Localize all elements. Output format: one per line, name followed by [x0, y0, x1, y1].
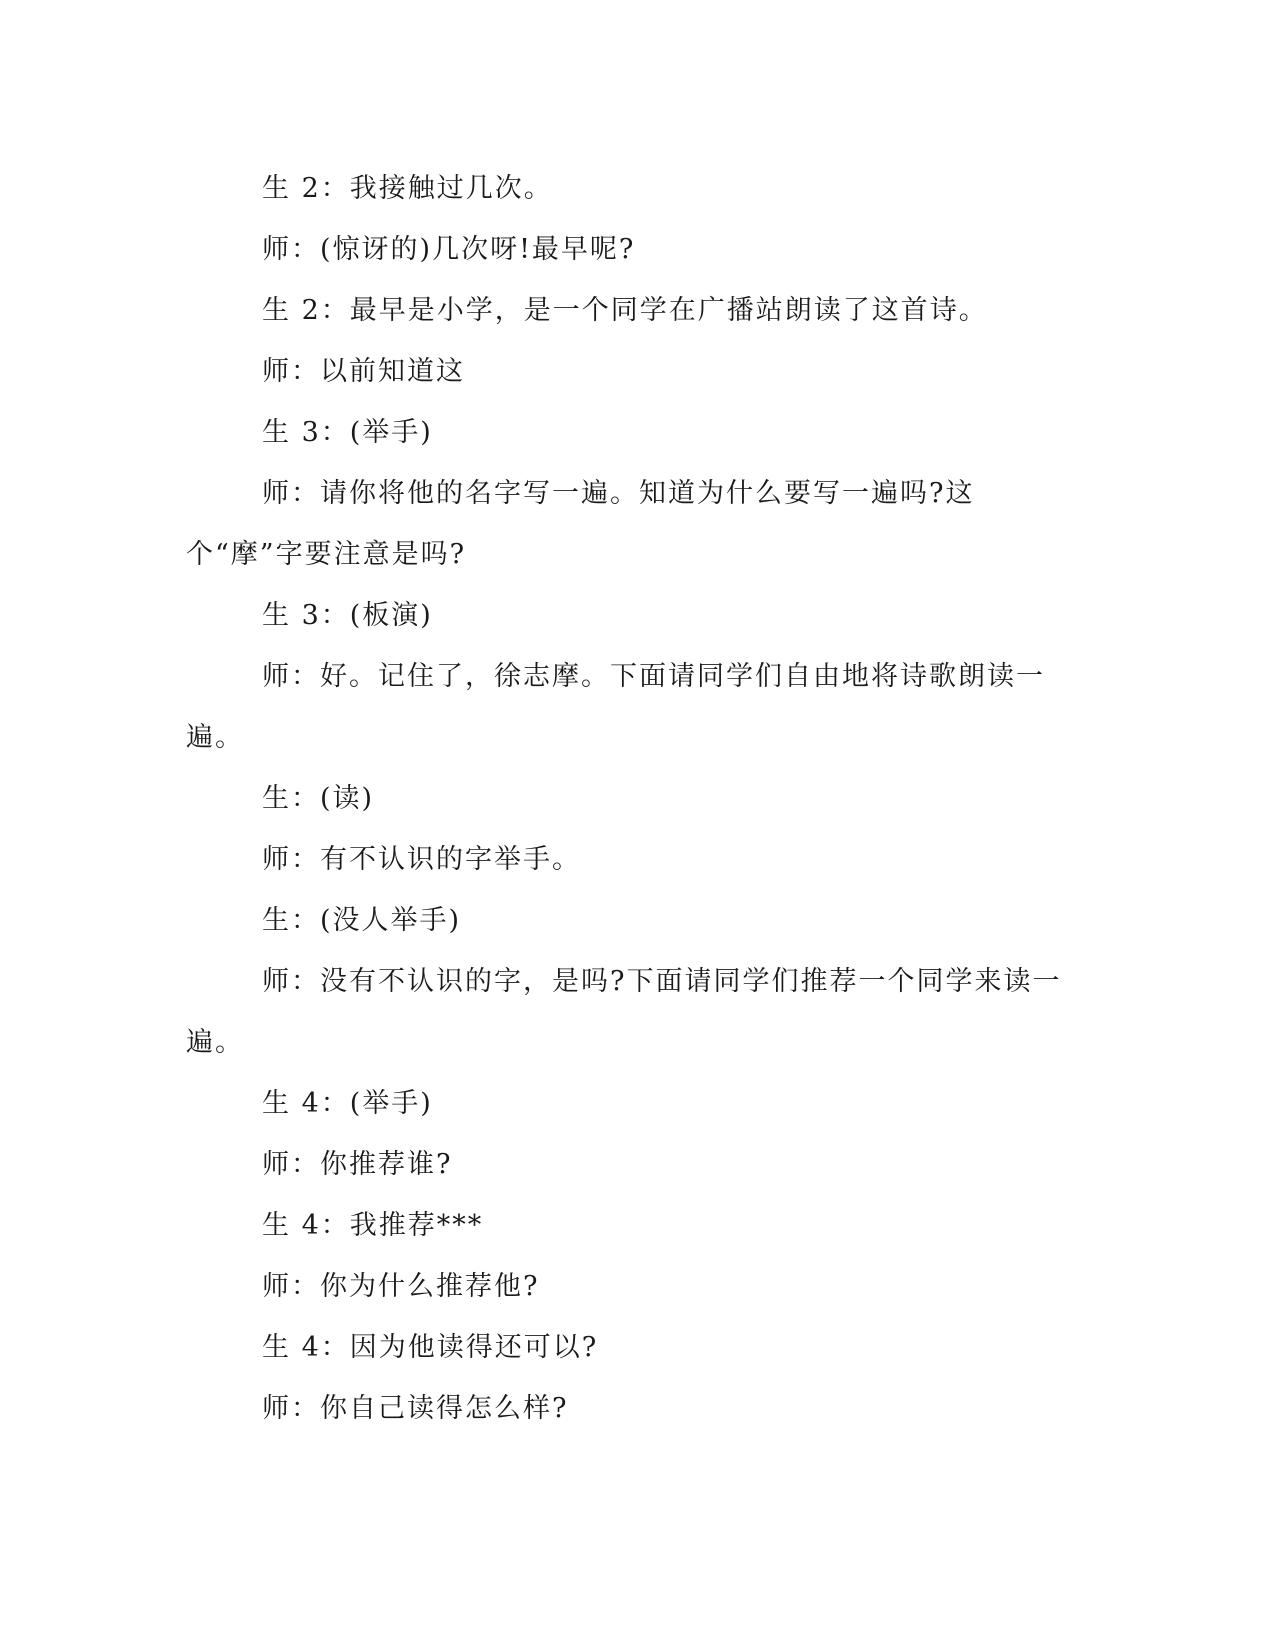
paragraph-9: 生：(读)	[262, 783, 375, 814]
paragraph-18: 师：你自己读得怎么样?	[262, 1393, 569, 1424]
paragraph-4: 师：以前知道这	[262, 356, 465, 387]
paragraph-5: 生 3：(举手)	[262, 417, 433, 448]
paragraph-16: 师：你为什么推荐他?	[262, 1271, 540, 1302]
paragraph-15: 生 4：我推荐***	[262, 1210, 484, 1241]
paragraph-6: 师：请你将他的名字写一遍。知道为什么要写一遍吗?这个“摩”字要注意是吗?	[186, 478, 975, 570]
paragraph-13: 生 4：(举手)	[262, 1088, 433, 1119]
paragraph-12: 师：没有不认识的字，是吗?下面请同学们推荐一个同学来读一遍。	[186, 966, 1062, 1058]
paragraph-1: 生 2：我接触过几次。	[262, 173, 553, 204]
paragraph-10: 师：有不认识的字举手。	[262, 844, 581, 875]
paragraph-8: 师：好。记住了，徐志摩。下面请同学们自由地将诗歌朗读一遍。	[186, 661, 1045, 753]
paragraph-2: 师：(惊讶的)几次呀!最早呢?	[262, 234, 636, 265]
paragraph-7: 生 3：(板演)	[262, 600, 433, 631]
dialogue-text	[186, 158, 1066, 1439]
paragraph-17: 生 4：因为他读得还可以?	[262, 1332, 599, 1363]
paragraph-3: 生 2：最早是小学，是一个同学在广播站朗读了这首诗。	[262, 295, 988, 326]
paragraph-14: 师：你推荐谁?	[262, 1149, 453, 1180]
paragraph-11: 生：(没人举手)	[262, 905, 462, 936]
